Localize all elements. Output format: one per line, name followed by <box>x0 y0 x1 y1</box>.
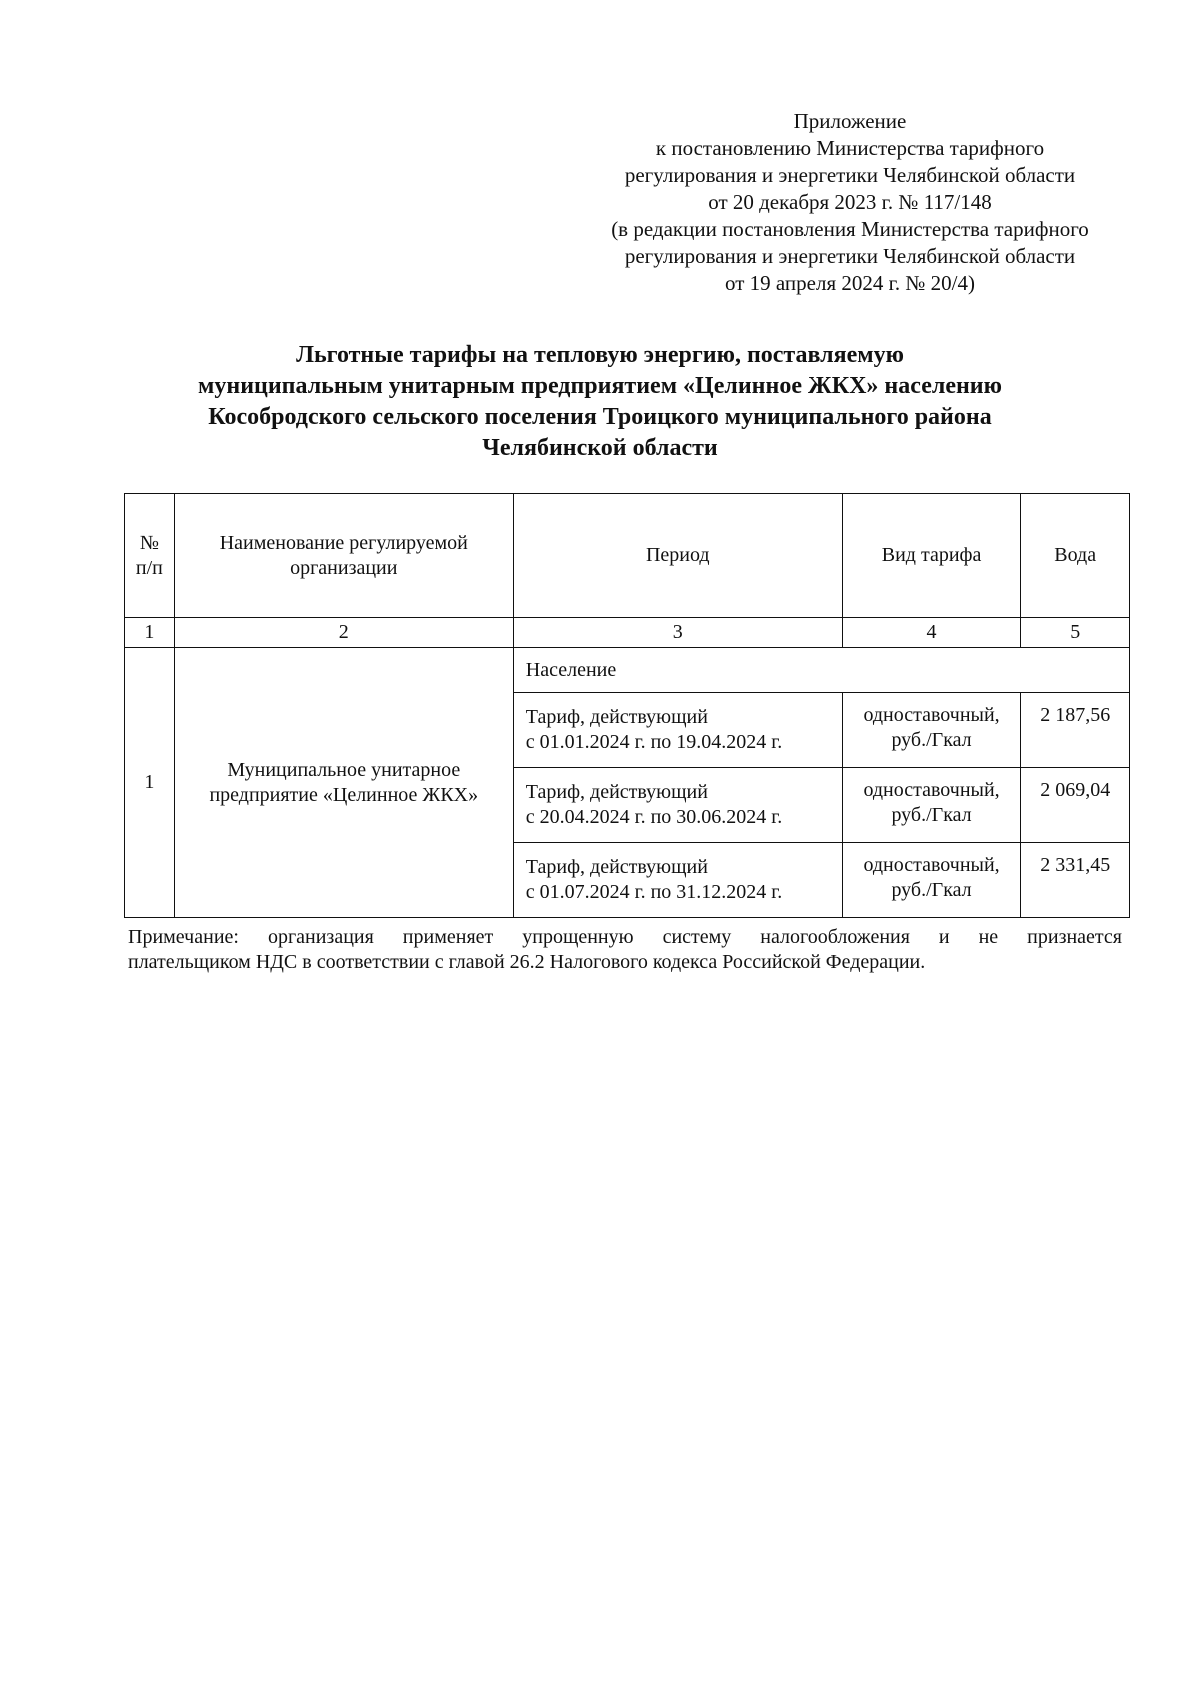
rate-period-dates: с 20.04.2024 г. по 30.06.2024 г. <box>525 806 783 828</box>
column-number: 5 <box>1021 618 1130 648</box>
column-number: 4 <box>842 618 1021 648</box>
title-line: Льготные тарифы на тепловую энергию, поставляемую <box>296 342 904 368</box>
rate-period <box>513 843 842 918</box>
header-organization: Наименование регулируемой организации <box>174 494 513 618</box>
rate-kind-type: одноставочный, <box>863 704 1000 726</box>
title-line: муниципальным унитарным предприятием «Целинное ЖКХ» населению <box>198 373 1002 399</box>
tariff-table <box>124 493 1130 918</box>
header-period: Период <box>513 494 842 618</box>
rate-period <box>513 693 842 768</box>
rate-kind <box>842 693 1021 768</box>
appendix-line: (в редакции постановления Министерства тарифного <box>611 217 1089 241</box>
header-number-sign: № <box>139 531 159 554</box>
appendix-line: Приложение <box>793 109 907 133</box>
header-water: Вода <box>1021 494 1130 618</box>
appendix-line: регулирования и энергетики Челябинской области <box>624 163 1076 187</box>
document-title <box>100 340 1100 464</box>
appendix-line: к постановлению Министерства тарифного <box>655 136 1045 160</box>
header-tariff-kind: Вид тарифа <box>842 494 1021 618</box>
rate-value: 2 187,56 <box>1021 693 1130 768</box>
column-number: 3 <box>513 618 842 648</box>
table-row <box>125 648 1130 693</box>
rate-period-label: Тариф, действующий <box>525 706 708 728</box>
table-header-row <box>125 494 1130 618</box>
appendix-line: от 20 декабря 2023 г. № 117/148 <box>708 190 992 214</box>
title-line: Челябинской области <box>482 435 718 461</box>
column-numbers-row <box>125 618 1130 648</box>
rate-period-dates: с 01.01.2024 г. по 19.04.2024 г. <box>525 731 783 753</box>
rate-kind-type: одноставочный, <box>863 779 1000 801</box>
column-number: 2 <box>174 618 513 648</box>
rate-period-dates: с 01.07.2024 г. по 31.12.2024 г. <box>525 881 783 903</box>
rate-kind <box>842 843 1021 918</box>
appendix-line: от 19 апреля 2024 г. № 20/4) <box>724 271 975 295</box>
rate-kind-type: одноставочный, <box>863 854 1000 876</box>
footnote <box>128 925 1122 975</box>
rate-kind-unit: руб./Гкал <box>891 729 972 751</box>
footnote-line: Примечание: организация применяет упрощенную систему налогообложения и не признается <box>128 926 1122 948</box>
rate-period-label: Тариф, действующий <box>525 856 708 878</box>
rate-value: 2 331,45 <box>1021 843 1130 918</box>
rate-kind-unit: руб./Гкал <box>891 879 972 901</box>
rate-period <box>513 768 842 843</box>
header-number <box>125 494 175 618</box>
rate-kind-unit: руб./Гкал <box>891 804 972 826</box>
rate-period-label: Тариф, действующий <box>525 781 708 803</box>
row-number: 1 <box>125 648 175 918</box>
consumer-group: Население <box>513 648 1129 693</box>
appendix-line: регулирования и энергетики Челябинской области <box>624 244 1076 268</box>
title-line: Кособродского сельского поселения Троицкого муниципального района <box>208 404 992 430</box>
footnote-line: плательщиком НДС в соответствии с главой 26.2 Налогового кодекса Российской Федерации. <box>128 951 926 973</box>
organization-name: Муниципальное унитарное предприятие «Целинное ЖКХ» <box>174 648 513 918</box>
rate-value: 2 069,04 <box>1021 768 1130 843</box>
column-number: 1 <box>125 618 175 648</box>
rate-kind <box>842 768 1021 843</box>
header-number-abbr: п/п <box>135 556 163 579</box>
appendix-header <box>570 108 1130 297</box>
